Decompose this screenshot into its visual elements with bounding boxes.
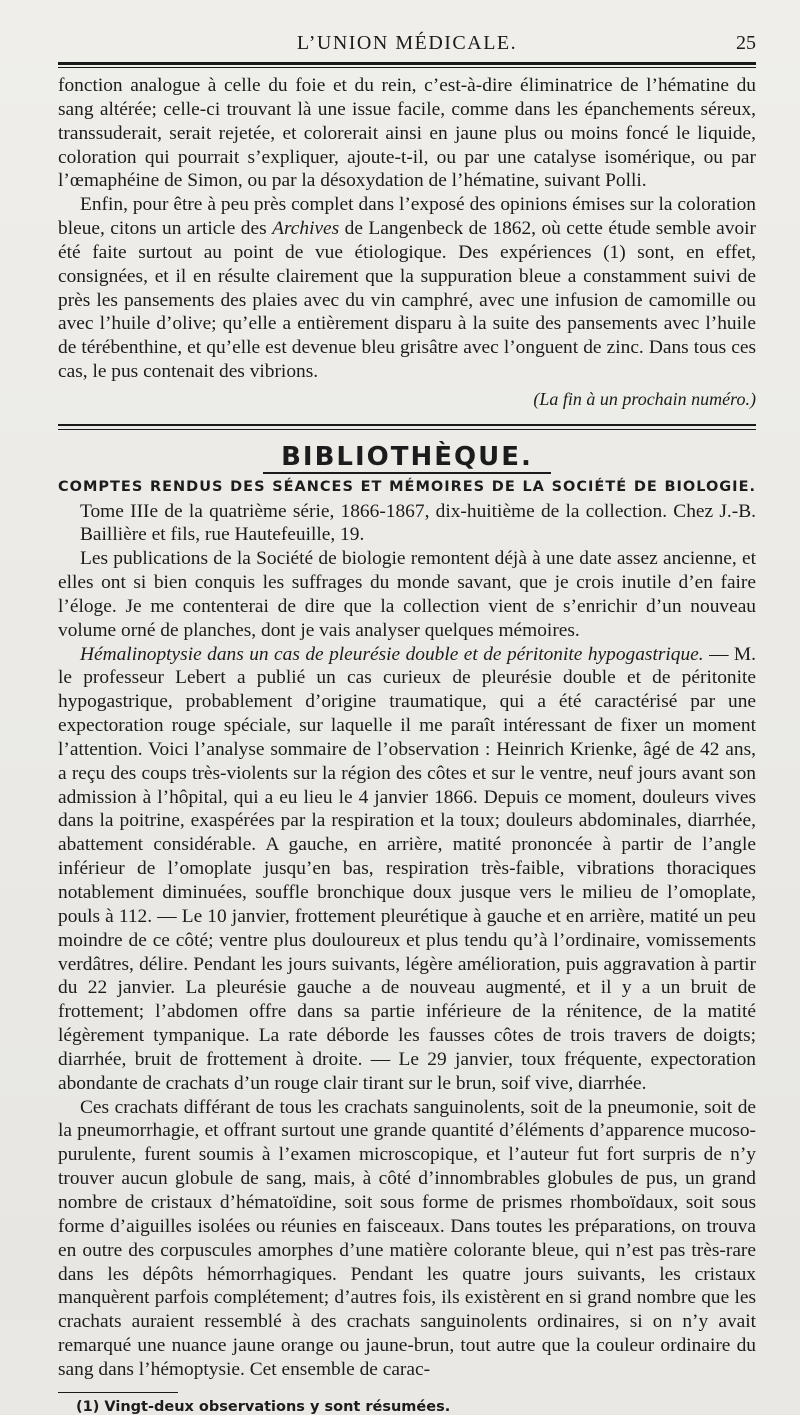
case-title: Hémalinoptysie dans un cas de pleurésie double et de péritonite hypogastrique. [80, 643, 704, 665]
page-header [58, 28, 756, 62]
paragraph-crachats: Ces crachats différant de tous les crachats sanguinolents, soit de la pneumonie, soit de la pneumorrhagie, et offrant surtout une grande quantité d’éléments d’apparence mucoso-purulente, furent soumis à l’examen microscopique, et l’auteur fut fort surpris de n’y trouver aucun globule de sang, mais, à côté d’innombrables globules de pus, un grand nombre de cristaux d’hématoïdine, soit sous forme de prismes rhomboïdaux, soit sous forme d’aiguilles isolées ou réunies en faisceaux. Dans toutes les préparations, on trouva en outre des corpuscules amorphes d’une matière colorante bleue, qui n’est pas très-rare dans les dépôts hémorrhagiques. Pendant les quatre jours suivants, les cristaux manquèrent parfois complétement; d’autres fois, ils existèrent en si grand nombre que les crachats auraient ressemblé à des crachats sanguinolents ordinaires, si on n’y avait remarqué une nuance jaune orange ou jaune-brun, tout autre que la couleur ordinaire du sang dans l’hémoptysie. Cet ensemble de carac- [58, 1096, 756, 1380]
paragraph-case-report [58, 643, 756, 1096]
bibliography-details: Tome IIIe de la quatrième série, 1866-1867, dix-huitième de la collection. Chez J.-B. Baillière et fils, rue Hautefeuille, 19. [80, 500, 756, 546]
section-divider [58, 424, 756, 426]
article-body [58, 74, 756, 1382]
header-rule [58, 62, 756, 65]
footnote-rule [58, 1392, 178, 1393]
section-divider-thin [58, 429, 756, 430]
bibliography-entry [58, 474, 756, 548]
paragraph-text: de Langenbeck de 1862, où cette étude semble avoir été faite surtout au point de vue étiologique. Des expériences (1) sont, en effet, consignées, et il en résulte clairement que la suppuration bleue a constamment suivi de près les pansements des plaies avec du vin camphré, avec une infusion de camomille ou avec l’huile d’olive; qu’elle a entièrement disparu à la suite des pansements avec l’huile de térébenthine, et qu’elle est devenue bleu grisâtre avec l’onguent de zinc. Dans tous ces cas, le pus contenait des vibrions. [58, 218, 756, 383]
page-number: 25 [736, 32, 756, 54]
signoff-note: (La fin à un prochain numéro.) [533, 388, 756, 409]
header-rule-thin [58, 67, 756, 68]
paragraph-coloration [58, 193, 756, 384]
paragraph-text: Enfin, pour être à peu près complet dans l’exposé des opinions émises sur la coloration bleue, citons un article des [58, 194, 756, 240]
footnote: (1) Vingt-deux observations y sont résumées. [76, 1398, 451, 1415]
section-heading [58, 441, 756, 474]
journal-title-archives: Archives [272, 218, 340, 240]
case-text: — M. le professeur Lebert a publié un cas curieux de pleurésie double et de péritonite hypogastrique, probablement d’origine traumatique, qui a été caractérisé par une expectoration rouge spéciale, sur laquelle il me paraît intéressant de fixer un moment l’attention. Voici l’analyse sommaire de l’observation : Heinrich Krienke, âgé de 42 ans, a reçu des coups très-violents sur la région des côtes et sur le ventre, neuf jours avant son admission à l’hôpital, qui a eu lieu le 4 janvier 1866. Depuis ce moment, douleurs vives dans la poitrine, exaspérées par la respiration et la toux; douleurs abdominales, diarrhée, abattement considérable. A gauche, en arrière, matité prononcée à partir de l’angle inférieur de l’omoplate jusqu’en bas, respiration très-faible, vibrations thoraciques notablement diminuées, souffle bronchique doux jusque vers le milieu de l’omoplate, pouls à 112. — Le 10 janvier, frottement pleurétique à gauche et en arrière, matité un peu moindre de ce côté; ventre plus douloureux et plus tendu qu’à l’ordinaire, vomissements verdâtres, délire. Pendant les jours suivants, légère amélioration, puis aggravation à partir du 22 janvier. La pleurésie gauche a de nouveau augmenté, et il y a un bruit de frottement; l’abdomen offre dans sa partie inférieure de la rénitence, de la matité légèrement tympanique. La rate déborde les fausses côtes de trois travers de doigts; diarrhée, bruit de frottement à droite. — Le 29 janvier, toux fréquente, expectoration abondante de crachats d’un rouge clair tirant sur le brun, soif vive, diarrhée. [58, 643, 756, 1094]
section-title: BIBLIOTHÈQUE. [263, 446, 551, 474]
running-title: L’UNION MÉDICALE. [296, 32, 518, 54]
bibliography-title: COMPTES RENDUS DES SÉANCES ET MÉMOIRES DE LA SOCIÉTÉ DE BIOLOGIE. [58, 478, 756, 495]
paragraph-continuation: fonction analogue à celle du foie et du rein, c’est-à-dire éliminatrice de l’hématine du sang altérée; celle-ci trouvant là une issue facile, comme dans les épanchements séreux, transsuderait, serait rejetée, et colorerait ainsi en jaune plus ou moins foncé le liquide, coloration qui pourrait s’expliquer, ajoute-t-il, ou par une catalyse isomérique, ou par l’œmaphéine de Simon, ou par la désoxydation de l’hématine, suivant Polli. [58, 75, 756, 192]
paragraph-publications: Les publications de la Société de biologie remontent déjà à une date assez ancienne, et elles ont si bien conquis les suffrages du monde savant, que je crois inutile d’en faire l’éloge. Je me contenterai de dire que la collection vient de s’enrichir d’un nouveau volume orné de planches, dont je vais analyser quelques mémoires. [58, 548, 756, 641]
